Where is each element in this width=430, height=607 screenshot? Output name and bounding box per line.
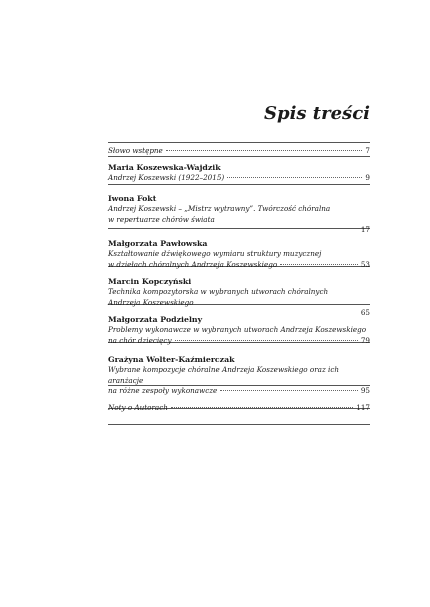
leader-dots xyxy=(166,150,363,151)
toc-page-line xyxy=(108,336,370,346)
toc-work-line: na chór dziecięcy xyxy=(108,335,172,345)
leader-dots xyxy=(280,264,358,265)
toc-work-line: Andrzej Koszewski (1922–2015) xyxy=(108,173,225,183)
toc-entry[interactable] xyxy=(108,239,370,270)
toc-entry[interactable] xyxy=(108,403,370,413)
toc-page-line xyxy=(108,225,370,235)
toc-author: Grażyna Wolter-Kaźmierczak xyxy=(108,355,235,364)
toc-entry[interactable] xyxy=(108,146,370,156)
toc-page-line xyxy=(108,386,370,396)
toc-work-line: Problemy wykonawcze w wybranych utworach Andrzeja Koszewskiego xyxy=(108,325,367,335)
toc-work-line: Andrzeja Koszewskiego xyxy=(108,297,194,307)
toc-page-number: 95 xyxy=(360,386,370,396)
toc-work-line: Noty o Autorach xyxy=(108,403,168,412)
toc-work-line: Technika kompozytorska w wybranych utworach chóralnych xyxy=(108,287,329,297)
toc-work-line: Wybrane kompozycje chóralne Andrzeja Koszewskiego oraz ich aranżacje xyxy=(108,365,339,385)
leader-dots xyxy=(227,177,362,178)
toc-page-number: 117 xyxy=(356,403,370,412)
toc-work-line: Kształtowanie dźwiękowego wymiaru struktury muzycznej xyxy=(108,249,322,259)
toc-author: Marcin Kopczyński xyxy=(108,277,192,286)
toc-work-line: Słowo wstępne xyxy=(108,146,163,155)
toc-author: Małgorzata Pawłowska xyxy=(108,239,208,248)
toc-page-line xyxy=(108,173,370,183)
divider xyxy=(108,424,370,425)
toc-entry[interactable] xyxy=(108,194,370,236)
divider xyxy=(108,142,370,143)
toc-page-number: 79 xyxy=(360,335,370,345)
leader-dots xyxy=(220,390,358,391)
divider xyxy=(108,184,370,185)
toc-page-number: 65 xyxy=(360,308,370,318)
toc-page-number: 53 xyxy=(360,259,370,269)
toc-page-line xyxy=(108,260,370,270)
toc-entry[interactable] xyxy=(108,315,370,346)
toc-author: Maria Koszewska-Wajdzik xyxy=(108,163,221,172)
toc-author: Iwona Fokt xyxy=(108,194,157,203)
toc-page-number: 7 xyxy=(365,146,370,155)
toc-page-line xyxy=(108,403,370,413)
toc-entry[interactable] xyxy=(108,277,370,319)
toc-author: Małgorzata Podzielny xyxy=(108,315,203,324)
toc-title: Spis treści xyxy=(263,103,370,124)
toc-work-line: na różne zespoły wykonawcze xyxy=(108,386,218,396)
toc-page-line xyxy=(108,146,370,156)
toc-work-line: Andrzej Koszewski – „Mistrz wytrawny”. Twórczość chóralna xyxy=(108,204,331,214)
leader-dots xyxy=(171,407,353,408)
toc-entry[interactable] xyxy=(108,163,370,184)
toc-entry[interactable] xyxy=(108,355,370,397)
leader-dots xyxy=(175,340,358,341)
toc-work-line: w dziełach chóralnych Andrzeja Koszewskiego xyxy=(108,259,278,269)
toc-work-line: w repertuarze chórów świata xyxy=(108,214,215,224)
toc-page-number: 9 xyxy=(365,173,370,183)
toc-page-number: 17 xyxy=(360,225,370,235)
